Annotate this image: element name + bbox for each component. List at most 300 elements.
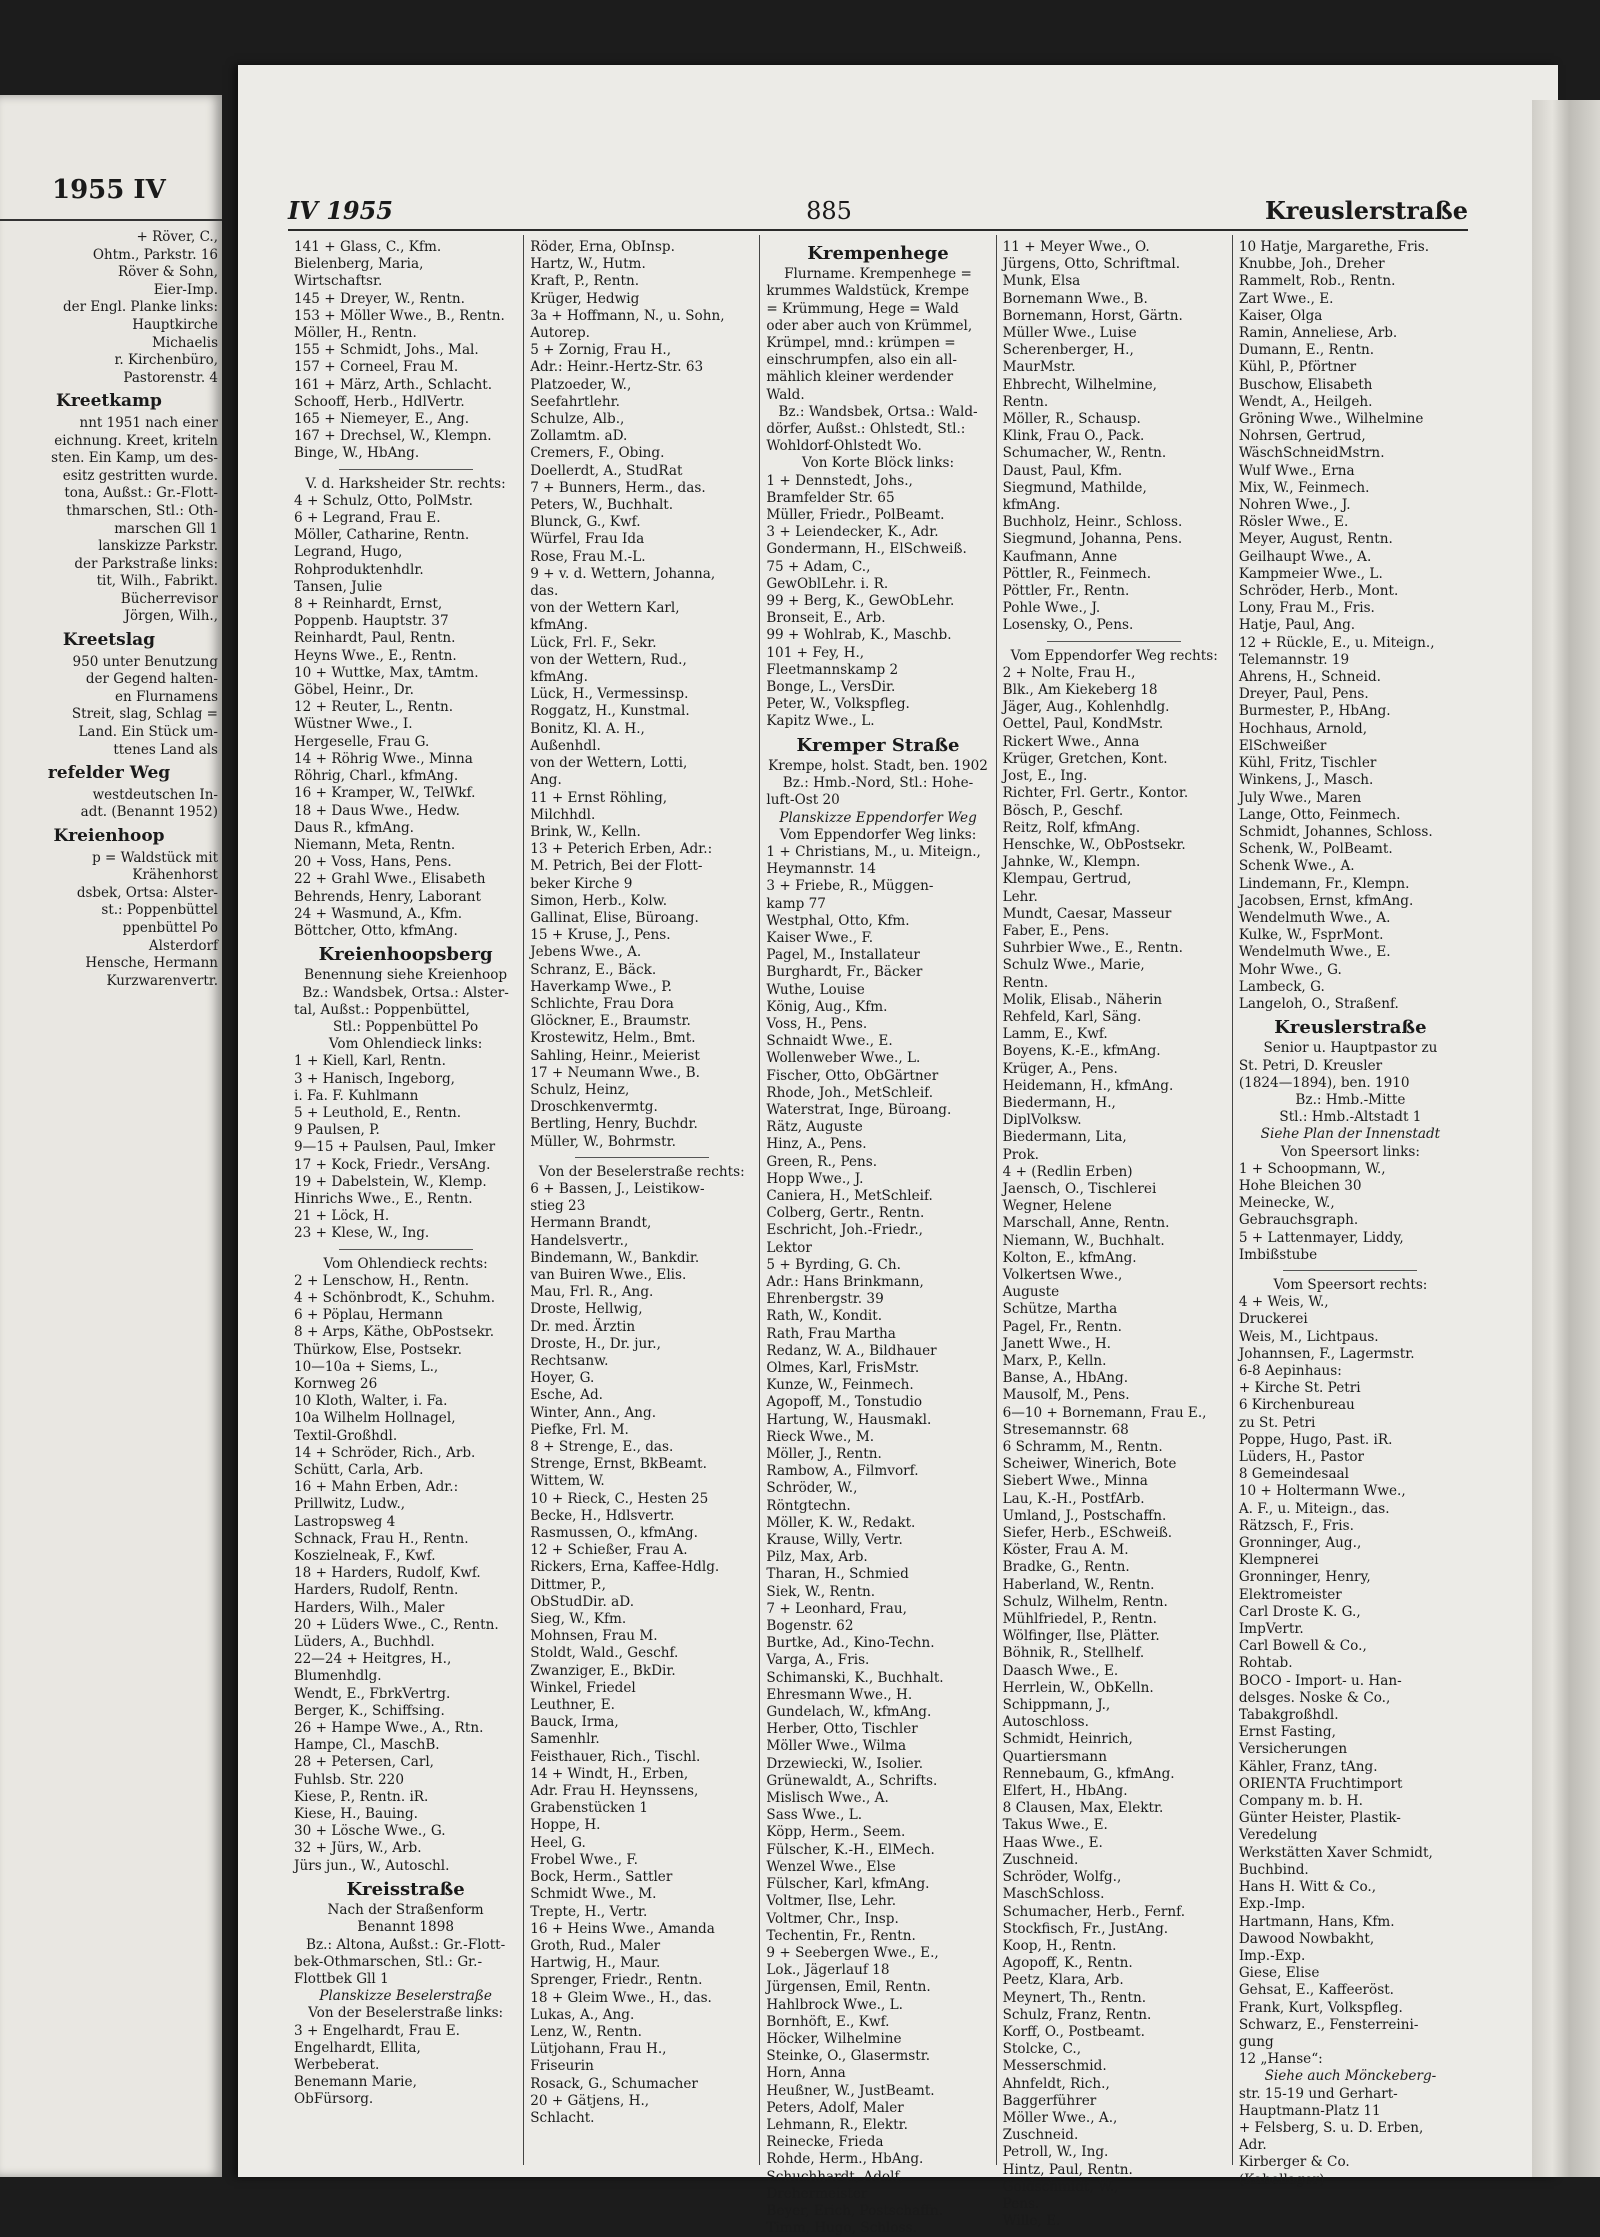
directory-line: Schmidt, Johannes, Schloss. <box>1238 823 1433 840</box>
directory-line: gung <box>1238 2033 1274 2050</box>
directory-line: 18 + Gleim Wwe., H., das. <box>530 1989 712 2006</box>
directory-line: Sahling, Heinr., Meierist <box>530 1047 700 1064</box>
directory-line: Von der Beselerstraße rechts: <box>538 1163 745 1180</box>
directory-line: ppenbüttel Po <box>122 919 218 936</box>
directory-line: Vom Eppendorfer Weg rechts: <box>1010 647 1218 664</box>
directory-line: Wald. <box>766 386 805 403</box>
directory-line: 12 „Hanse“: <box>1238 2051 1323 2068</box>
directory-line: Siegmund, Mathilde, <box>1002 479 1147 496</box>
directory-line: Lück, Frl. F., Sekr. <box>530 634 657 651</box>
directory-line: Hartwig, H., Maur. <box>530 1955 661 1972</box>
directory-line: Bornemann Wwe., B. <box>1002 290 1148 307</box>
directory-line: van Buiren Wwe., Elis. <box>530 1266 687 1283</box>
directory-line: ObStudDir. aD. <box>530 1593 635 1610</box>
directory-line: Pens. <box>1002 2195 1040 2212</box>
directory-line: Blk., Am Kiekeberg 18 <box>1002 682 1158 699</box>
directory-line: Hans H. Witt & Co., <box>1238 1879 1377 1896</box>
directory-line: Olmes, Karl, FrisMstr. <box>766 1360 920 1376</box>
directory-line: Bösch, P., Geschf. <box>1002 802 1124 819</box>
directory-line: Röhrig, Charl., kfmAng. <box>294 768 459 785</box>
directory-line: Lüders, A., Buchhdl. <box>294 1634 435 1651</box>
street-heading: Kreisstraße <box>346 1878 465 1900</box>
directory-line: Wenzel Wwe., Else <box>766 1858 896 1875</box>
directory-line: zu St. Petri <box>1238 1414 1316 1431</box>
directory-line: (1824—1894), ben. 1910 <box>1238 1074 1410 1091</box>
directory-line: esitz gestritten wurde. <box>62 467 218 484</box>
directory-line: Blunck, G., Kwf. <box>530 514 641 531</box>
directory-line: Winkens, J., Masch. <box>1238 772 1374 789</box>
directory-line: Carl Bowell & Co., <box>1238 1638 1367 1655</box>
directory-line: 7 + Leonhard, Frau, <box>766 1600 907 1617</box>
directory-line: der Engl. Planke links: <box>62 299 218 316</box>
directory-line: Wendt, A., Heilgeh. <box>1238 393 1373 410</box>
directory-line: Hintz, Paul, Rentn. <box>1002 2161 1133 2178</box>
directory-line: Siehe auch Mönckeberg- <box>1264 2068 1437 2085</box>
directory-line: Reinhardt, Paul, Rentn. <box>294 630 456 647</box>
directory-line: Siehe Plan der Innenstadt <box>1260 1126 1441 1143</box>
directory-line: Wirtschaftsr. <box>294 273 383 290</box>
directory-line: Streit, slag, Schlag = <box>71 706 218 723</box>
directory-line: Werkstätten Xaver Schmidt, <box>1238 1844 1433 1861</box>
directory-line: Bücherrevisor <box>120 590 218 607</box>
directory-line: 4 + Weis, W., <box>1238 1294 1329 1311</box>
directory-line: Tansen, Julie <box>294 578 383 595</box>
directory-line: Möller, J., Rentn. <box>766 1446 882 1463</box>
directory-line: Wuthe, Louise <box>766 981 865 998</box>
directory-line: Voltmer, Chr., Insp. <box>766 1910 899 1927</box>
directory-line: Janett Wwe., H. <box>1002 1335 1112 1352</box>
directory-line: Johannsen, F., Lagermstr. <box>1238 1345 1415 1362</box>
directory-line: Lehmann, R., Elektr. <box>766 2116 908 2133</box>
directory-line: Dittmer, P., <box>530 1576 606 1593</box>
section-divider <box>575 1157 709 1158</box>
directory-line: Richter, Frl. Gertr., Kontor. <box>1002 785 1189 802</box>
directory-line: Mohr Wwe., G. <box>1238 961 1342 978</box>
directory-line: Sprenger, Friedr., Rentn. <box>530 1972 703 1989</box>
directory-line: Wüstner Wwe., I. <box>294 716 413 733</box>
directory-line: Schlacht. <box>530 2109 595 2126</box>
page-content <box>238 65 1558 2237</box>
directory-line: Pöttler, Fr., Rentn. <box>1002 583 1130 600</box>
directory-line: adt. (Benannt 1952) <box>80 804 218 821</box>
directory-line: Bonitz, Kl. A. H., <box>530 720 645 737</box>
directory-line: Pagel, M., Installateur <box>766 947 920 964</box>
directory-line: Schulz Wwe., Marie, <box>1002 957 1145 974</box>
directory-line: Schumacher, Herb., Fernf. <box>1002 1903 1186 1920</box>
directory-line: Mühlfriedel, P., Rentn. <box>1002 1611 1157 1628</box>
section-divider <box>1283 1270 1417 1271</box>
directory-line: Rhode, Joh., MetSchleif. <box>766 1084 934 1101</box>
directory-line: Haas Wwe., E. <box>1002 1834 1103 1851</box>
directory-line: Lastropsweg 4 <box>294 1513 396 1530</box>
directory-line: 155 + Schmidt, Johs., Mal. <box>294 342 479 359</box>
street-heading: Kremper Straße <box>796 734 960 756</box>
directory-line: Röver & Sohn, <box>117 264 218 281</box>
directory-line: Rosack, G., Schumacher <box>530 2075 698 2092</box>
directory-line: Trepte, H., Vertr. <box>530 1903 648 1920</box>
directory-line: Müller, W., Bohrmstr. <box>530 1133 676 1150</box>
page-header <box>288 185 1468 231</box>
directory-line: Fuhlsb. Str. 220 <box>294 1771 404 1788</box>
directory-line: Mix, W., Feinmech. <box>1238 479 1370 496</box>
directory-line: Rehfeld, Karl, Säng. <box>1002 1008 1142 1025</box>
street-heading: Kreienhoop <box>53 826 165 846</box>
directory-line: Wille, E. <box>1002 2213 1061 2230</box>
directory-line: Zollamtm. aD. <box>530 428 628 445</box>
directory-line: Molik, Elisab., Näherin <box>1002 991 1163 1008</box>
directory-line: Rammelt, Rob., Rentn. <box>1238 273 1396 290</box>
directory-line: Hergeselle, Frau G. <box>294 733 430 750</box>
directory-line: Bornhöft, E., Kwf. <box>766 2013 890 2030</box>
street-heading: Kreuslerstraße <box>1274 1017 1427 1039</box>
directory-line: 6 Schramm, M., Rentn. <box>1002 1439 1163 1456</box>
directory-line: Krüger, Hedwig <box>530 290 640 307</box>
directory-line: Ernst Fasting, <box>1238 1724 1336 1741</box>
directory-line: westdeutschen In- <box>92 786 218 803</box>
directory-line: Wendt, E., FbrkVertrg. <box>294 1685 451 1702</box>
directory-line: Nohren Wwe., J. <box>1238 497 1351 514</box>
directory-line: Kaufmann, Anne <box>1002 548 1118 565</box>
directory-line: ttenes Land als <box>113 741 218 758</box>
directory-line: Schmidt Wwe., M. <box>530 1886 657 1903</box>
directory-line: 6 + Legrand, Frau E. <box>294 510 441 527</box>
directory-line: Rieck Wwe., M. <box>766 1428 875 1445</box>
directory-line: Böhnik, R., Stellhelf. <box>1002 1645 1145 1662</box>
directory-line: Heel, G. <box>530 1834 586 1851</box>
directory-line: Biedermann, Lita, <box>1002 1129 1127 1146</box>
directory-line: Krause, Willy, Vertr. <box>766 1532 903 1549</box>
directory-line: Bronseit, E., Arb. <box>766 610 886 627</box>
directory-line: Daasch Wwe., E. <box>1002 1662 1119 1679</box>
directory-line: Mundt, Caesar, Masseur <box>1002 905 1172 922</box>
directory-line: 101 + Fey, H., <box>766 644 865 661</box>
directory-line: Röder, Erna, ObInsp. <box>530 239 675 255</box>
directory-line: 26 + Hampe Wwe., A., Rtn. <box>294 1720 484 1737</box>
directory-line: 8 + Strenge, E., das. <box>530 1439 674 1456</box>
directory-line: 2 + Nolte, Frau H., <box>1002 664 1136 681</box>
directory-line: 18 + Harders, Rudolf, Kwf. <box>294 1565 481 1582</box>
directory-line: Jürgens, Otto, Schriftmal. <box>1002 256 1181 273</box>
directory-line: Langeloh, O., Straßenf. <box>1238 995 1399 1012</box>
directory-line: König, Aug., Kfm. <box>766 998 888 1015</box>
directory-column-2 <box>524 235 760 2165</box>
directory-line: Müller, Friedr., PolBeamt. <box>766 507 945 524</box>
directory-line: Gebrauchsgraph. <box>1238 1212 1359 1229</box>
directory-line: Klink, Frau O., Pack. <box>1002 428 1145 445</box>
directory-line: Wendelmuth Wwe., E. <box>1238 944 1391 961</box>
directory-line: Timm, Hugo, Schloss. <box>766 2220 917 2237</box>
directory-line: Schranz, E., Bäck. <box>530 961 657 978</box>
directory-line: Peetz, Klara, Arb. <box>1002 1972 1124 1989</box>
directory-line: Nach der Straßenform <box>327 1902 484 1919</box>
directory-line: Seefahrtlehr. <box>530 393 620 410</box>
directory-line: Droste, H., Dr. jur., <box>530 1335 661 1352</box>
directory-line: Peters, W., Buchhalt. <box>530 497 674 514</box>
street-heading: Kreienhoopsberg <box>318 944 493 966</box>
directory-line: Werbeberat. <box>294 2056 380 2073</box>
directory-line: Fülscher, K.-H., ElMech. <box>766 1841 935 1858</box>
directory-line: Gröning Wwe., Wilhelmine <box>1238 411 1424 428</box>
directory-line: Planskizze Eppendorfer Weg <box>779 809 977 826</box>
directory-line: Lektor <box>766 1239 812 1256</box>
directory-line: 6—10 + Bornemann, Frau E., <box>1002 1404 1207 1421</box>
directory-line: Siebert Wwe., Minna <box>1002 1473 1148 1490</box>
directory-line: Stresemannstr. 68 <box>1002 1421 1129 1438</box>
directory-line: Harders, Wilh., Maler <box>294 1599 445 1616</box>
directory-line: Rath, Frau Martha <box>766 1325 896 1342</box>
directory-line: Von der Beselerstraße links: <box>308 2005 504 2022</box>
directory-line: dörfer, Außst.: Ohlstedt, Stl.: <box>766 421 966 438</box>
directory-line: sten. Ein Kamp, um des- <box>51 450 218 467</box>
directory-line: WäschSchneidMstrn. <box>1238 445 1385 462</box>
directory-line: Lindemann, Fr., Klempn. <box>1238 875 1410 892</box>
directory-line: Pastorenstr. 4 <box>123 369 218 386</box>
directory-line: der Parkstraße links: <box>74 555 218 572</box>
directory-line: Böttcher, Otto, kfmAng. <box>294 922 458 939</box>
directory-line: Caniera, H., MetSchleif. <box>766 1187 933 1204</box>
directory-line: Vom Eppendorfer Weg links: <box>779 826 977 843</box>
directory-line: Weis, M., Lichtpaus. <box>1238 1328 1379 1345</box>
directory-line: Piefke, Frl. M. <box>530 1421 629 1438</box>
directory-line: 19 + Dabelstein, W., Klemp. <box>294 1173 487 1190</box>
directory-line: 161 + März, Arth., Schlacht. <box>294 376 493 393</box>
directory-line: Steinke, O., Glasermstr. <box>766 2048 931 2065</box>
directory-line: 16 + Heins Wwe., Amanda <box>530 1920 715 1937</box>
directory-line: 1 + Dennstedt, Johs., <box>766 472 913 489</box>
directory-line: Heußner, W., JustBeamt. <box>766 2082 935 2099</box>
directory-line: Wollenweber Wwe., L. <box>766 1050 921 1067</box>
directory-line: 22—24 + Heitgres, H., <box>294 1651 452 1668</box>
directory-line: Kurzwarenvertr. <box>106 972 218 989</box>
directory-line: 10 + Holtermann Wwe., <box>1238 1483 1406 1500</box>
directory-line: Faber, E., Pens. <box>1002 922 1110 939</box>
directory-line: krummes Waldstück, Krempe <box>766 283 969 300</box>
directory-line: Fischer, Otto, ObGärtner <box>766 1067 939 1084</box>
directory-line: Senior u. Hauptpastor zu <box>1263 1040 1438 1057</box>
directory-line: Thürkow, Else, Postsekr. <box>294 1341 462 1358</box>
directory-line: 9 Paulsen, P. <box>294 1122 380 1139</box>
directory-line: Frobel Wwe., F. <box>530 1851 638 1868</box>
directory-line: 157 + Corneel, Frau M. <box>294 359 459 376</box>
directory-line: Bonge, L., VersDir. <box>766 679 896 696</box>
directory-line: Wegner, Helene <box>1002 1198 1112 1215</box>
directory-line: Bz.: Wandsbek, Ortsa.: Alster- <box>302 984 509 1001</box>
directory-line: Winter, Ann., Ang. <box>530 1404 657 1421</box>
directory-line: Lamm, E., Kwf. <box>1002 1026 1108 1043</box>
left-page-header <box>0 95 222 221</box>
directory-line: 3 + Friebe, R., Müggen- <box>766 878 934 895</box>
directory-line: kfmAng. <box>1002 497 1061 514</box>
directory-line: Schröder, Herb., Mont. <box>1238 583 1399 600</box>
directory-line: 9—15 + Paulsen, Paul, Imker <box>294 1139 496 1156</box>
directory-line: Göbel, Heinr., Dr. <box>294 682 414 699</box>
directory-line: 4 + (Redlin Erben) <box>1002 1163 1133 1180</box>
directory-line: Heyns Wwe., E., Rentn. <box>294 647 457 664</box>
directory-line: Krüger, A., Pens. <box>1002 1060 1118 1077</box>
directory-line: Carl Droste K. G., <box>1238 1603 1361 1620</box>
directory-line: Wendelmuth Wwe., A. <box>1238 909 1391 926</box>
directory-line: Rickers, Erna, Kaffee-Hdlg. <box>530 1559 720 1576</box>
directory-line: Hatje, Paul, Ang. <box>1238 617 1356 634</box>
directory-line: 12 + Reuter, L., Rentn. <box>294 699 454 716</box>
directory-line: Winkel, Friedel <box>530 1679 636 1696</box>
directory-line: Bz.: Hmb.-Nord, Stl.: Hohe- <box>782 775 974 792</box>
directory-line: Colberg, Gertr., Rentn. <box>766 1205 925 1222</box>
directory-line: 10a Wilhelm Hollnagel, <box>294 1410 456 1427</box>
directory-line: lanskizze Parkstr. <box>98 538 218 555</box>
directory-line: Brink, W., Kelln. <box>530 823 641 840</box>
directory-line: Meynert, Th., Rentn. <box>1002 1989 1147 2006</box>
directory-line: Schlichte, Frau Dora <box>530 995 674 1012</box>
directory-line: Korff, O., Postbeamt. <box>1002 2023 1145 2040</box>
directory-line: Tabakgroßhdl. <box>1238 1707 1339 1724</box>
directory-line: Möller, K. W., Redakt. <box>766 1514 916 1531</box>
directory-line: Wohldorf-Ohlstedt Wo. <box>766 438 922 455</box>
directory-line: Platzoeder, W., <box>530 376 632 393</box>
directory-line: Goldschmidt, W., <box>1002 2178 1119 2195</box>
directory-line: Kühl, P., Pförtner <box>1238 359 1357 376</box>
directory-line: Meinecke, W., <box>1238 1195 1335 1212</box>
directory-line: Umland, J., Postschaffn. <box>1002 1507 1167 1524</box>
directory-line: Rentn. <box>1002 393 1049 410</box>
directory-line: Drzewiecki, W., Isolier. <box>766 1755 924 1772</box>
directory-line: Groth, Rud., Maler <box>530 1937 661 1954</box>
directory-line: Lenz, W., Rentn. <box>530 2023 642 2040</box>
directory-line: Lau, K.-H., PostfArb. <box>1002 1490 1145 1507</box>
directory-line: Schröder, Wolfg., <box>1002 1869 1122 1886</box>
directory-line: Stockfisch, Fr., JustAng. <box>1002 1920 1169 1937</box>
directory-line: Takus Wwe., E. <box>1002 1817 1108 1834</box>
directory-line: Knubbe, Joh., Dreher <box>1238 256 1385 273</box>
directory-line: 10 + Rieck, C., Hesten 25 <box>530 1490 709 1507</box>
directory-line: Röntgtechn. <box>766 1497 851 1514</box>
directory-line: Krümpel, mnd.: krümpen = <box>766 335 956 352</box>
directory-line: 14 + Schröder, Rich., Arb. <box>294 1444 476 1461</box>
directory-line: ImpVertr. <box>1238 1621 1304 1638</box>
directory-line: (Kabellager) <box>1238 2171 1325 2188</box>
directory-line: Wittem, W. <box>530 1473 605 1490</box>
directory-line: Krähenhorst <box>132 867 218 884</box>
directory-line: Droschkenvermtg. <box>530 1099 658 1116</box>
directory-line: Schröder, W., <box>766 1480 858 1497</box>
page-header-year: IV 1955 <box>288 196 393 225</box>
directory-column-5 <box>1233 235 1468 2188</box>
directory-line: stieg 23 <box>530 1198 586 1215</box>
directory-line: Behrends, Henry, Laborant <box>294 888 481 905</box>
directory-line: Schumacher, W., Rentn. <box>1002 445 1167 462</box>
directory-line: Schenk, W., PolBeamt. <box>1238 841 1393 858</box>
directory-line: Ehresmann Wwe., H. <box>766 1686 913 1703</box>
directory-line: Lüders, H., Pastor <box>1238 1449 1365 1466</box>
directory-line: r. Kirchenbüro, <box>114 352 218 369</box>
directory-line: Biedermann, H., <box>1002 1094 1116 1111</box>
directory-line: ObFürsorg. <box>294 2091 374 2108</box>
directory-line: GewOblLehr. i. R. <box>766 575 889 592</box>
directory-line: Kaiser, Olga <box>1238 307 1323 324</box>
directory-line: Agopoff, K., Rentn. <box>1002 1955 1133 1972</box>
directory-line: str. 15-19 und Gerhart- <box>1238 2085 1398 2102</box>
directory-line: Prillwitz, Ludw., <box>294 1496 406 1513</box>
directory-line: Versicherungen <box>1238 1741 1348 1758</box>
directory-column-4 <box>997 235 1233 2230</box>
directory-line: Bindemann, W., Bankdir. <box>530 1249 700 1266</box>
directory-line: kamp 77 <box>766 895 826 912</box>
directory-line: 18 + Daus Wwe., Hedw. <box>294 802 460 819</box>
directory-line: Kornweg 26 <box>294 1376 378 1392</box>
directory-line: Kunze, W., Feinmech. <box>766 1377 914 1394</box>
directory-line: marschen Gll 1 <box>114 520 218 537</box>
directory-line: Mohnsen, Frau M. <box>530 1628 658 1645</box>
directory-line: Kiese, H., Bauing. <box>294 1806 419 1823</box>
directory-line: 3 + Leiendecker, K., Adr. <box>766 524 939 541</box>
directory-line: Flurname. Krempenhege = <box>784 266 972 283</box>
directory-line: Würfel, Frau Ida <box>530 531 645 548</box>
directory-line: Bz.: Altona, Außst.: Gr.-Flott- <box>305 1936 506 1953</box>
directory-line: Agopoff, M., Tonstudio <box>766 1394 923 1411</box>
directory-line: Benennung siehe Kreienhoop <box>304 967 508 984</box>
directory-line: Scherenberger, H., <box>1002 342 1134 359</box>
directory-line: Hauptkirche <box>132 316 218 333</box>
directory-line: BOCO - Import- u. Han- <box>1238 1672 1402 1689</box>
directory-line: Bramfelder Str. 65 <box>766 489 895 506</box>
directory-line: Benemann Marie, <box>294 2074 417 2091</box>
directory-line: Poppenb. Hauptstr. 37 <box>294 613 449 630</box>
directory-line: Möller Wwe., Wilma <box>766 1738 907 1755</box>
directory-line: p = Waldstück mit <box>92 849 218 866</box>
directory-line: 13 + Peterich Erben, Adr.: <box>530 841 713 858</box>
directory-line: 3 + Engelhardt, Frau E. <box>294 2022 460 2039</box>
directory-line: Bornemann, Horst, Gärtn. <box>1002 307 1183 324</box>
page-header-street: Kreuslerstraße <box>1264 196 1468 225</box>
directory-line: Rohtab. <box>1238 1655 1293 1672</box>
directory-line: 3a + Hoffmann, N., u. Sohn, <box>530 307 725 324</box>
directory-line: en Flurnamens <box>115 688 218 705</box>
directory-line: Rätzsch, F., Fris. <box>1238 1517 1354 1534</box>
directory-line: Schuchhardt, Adolf, <box>766 2168 904 2185</box>
directory-line: Daust, Paul, Kfm. <box>1002 462 1123 479</box>
directory-line: Binge, W., HbAng. <box>294 445 420 462</box>
directory-line: 14 + Röhrig Wwe., Minna <box>294 750 473 767</box>
left-page-header-text: 1955 IV <box>52 175 166 205</box>
street-heading: refelder Weg <box>47 763 171 784</box>
directory-line: Benannt 1898 <box>357 1919 454 1936</box>
directory-line: tit, Wilh., Fabrikt. <box>96 573 218 590</box>
directory-line: Droste, Hellwig, <box>530 1301 643 1318</box>
directory-line: Rambow, A., Filmvorf. <box>766 1463 919 1480</box>
directory-line: Hochhaus, Arnold, <box>1238 720 1368 737</box>
directory-line: Klempau, Gertrud, <box>1002 871 1132 888</box>
directory-line: Handelsvertr., <box>530 1232 629 1249</box>
directory-line: bek-Othmarschen, Stl.: Gr.- <box>294 1953 483 1970</box>
directory-line: Drehermeister <box>766 2185 868 2202</box>
directory-line: Hampe, Cl., MaschB. <box>294 1737 440 1754</box>
directory-line: Bock, Herm., Sattler <box>530 1869 673 1886</box>
directory-line: Bz.: Hmb.-Mitte <box>1295 1091 1406 1108</box>
directory-line: V. d. Harksheider Str. rechts: <box>305 475 506 492</box>
directory-line: Sass Wwe., L. <box>766 1807 863 1824</box>
directory-line: DiplVolksw. <box>1002 1112 1082 1129</box>
directory-line: Adr.: Hans Brinkmann, <box>766 1273 924 1290</box>
directory-line: 5 + Lattenmayer, Liddy, <box>1238 1229 1404 1246</box>
directory-line: Grabenstücken 1 <box>530 1800 648 1817</box>
directory-line: 99 + Berg, K., GewObLehr. <box>766 593 955 610</box>
directory-line: Wölfinger, Ilse, Plätter. <box>1002 1628 1160 1645</box>
directory-line: Zuschneid. <box>1002 1851 1079 1868</box>
directory-line: Siefer, Herb., ESchweiß. <box>1002 1525 1173 1542</box>
directory-line: Rätz, Auguste <box>766 1119 863 1136</box>
directory-line: 153 + Möller Wwe., B., Rentn. <box>294 307 505 324</box>
directory-line: Ahrens, H., Schneid. <box>1238 669 1381 686</box>
